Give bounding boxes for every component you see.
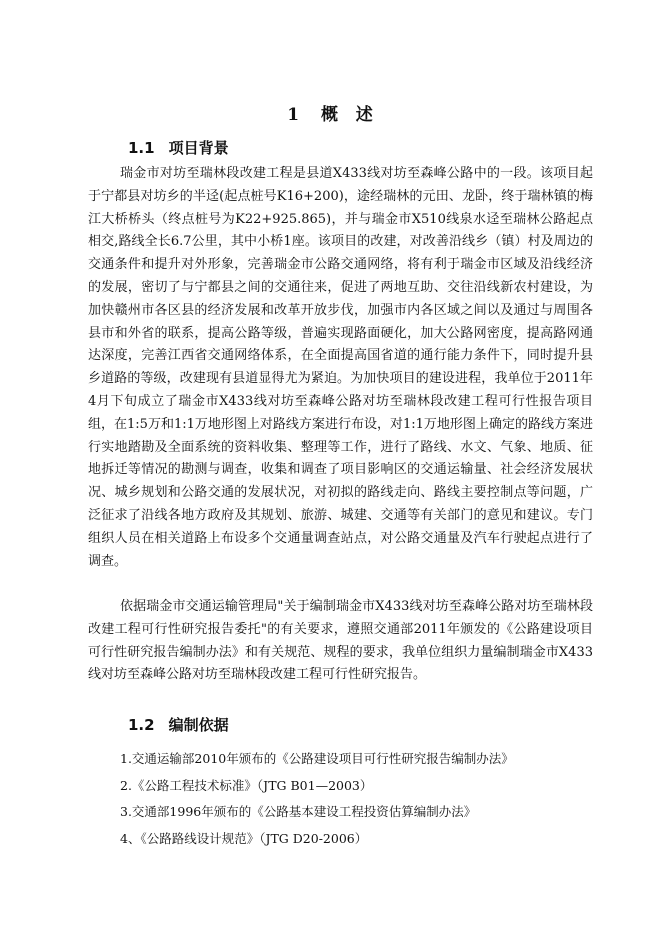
section-title: 项目背景 [168, 139, 229, 157]
basis-item: 4、《公路路线设计规范》（JTG D20-2006） [120, 830, 368, 846]
section-heading-background [128, 137, 229, 158]
paragraph-commission: 依据瑞金市交通运输管理局"关于编制瑞金市X433线对坊至森峰公路对坊至瑞林段改建工程可行性研究报告委托"的有关要求，遵照交通部2011年颁发的《公路建设项目可行性研究报告编制办法》和有关规范、规程的要求，我单位组织力量编制瑞金市X433线对坊至森峰公路对坊至瑞林段改建工程可行性研究报告。 [88, 599, 593, 683]
paragraph-background: 瑞金市对坊至瑞林段改建工程是县道X433线对坊至森峰公路中的一段。该项目起于宁都县对坊乡的半迳(起点桩号K16+200)，途经瑞林的元田、龙卧，终于瑞林镇的梅江大桥桥头（终点桩号为K22+925.865)，并与瑞金市X510线泉水迳至瑞林公路起点相交,路线全长6.7公里，其中小桥1座。该项目的改建，对改善沿线乡（镇）村及周边的交通条件和提升对外形象，完善瑞金市公路交通网络，将有利于瑞金市区域及沿线经济的发展，密切了与宁都县之间的交通往来，促进了两地互助、交往沿线新农村建设，为加快赣州市各区县的经济发展和改革开放步伐，加强市内各区域之间以及通过与周围各县市和外省的联系，提高公路等级，普遍实现路面硬化，加大公路网密度，提高路网通达深度，完善江西省交通网络体系，在全面提高国省道的通行能力条件下，同时提升县乡道路的等级，改建现有县道显得尤为紧迫。为加快项目的建设进程，我单位于2011年4月下旬成立了瑞金市X433线对坊至森峰公路对坊至瑞林段改建工程可行性报告项目组，在1:5万和1:1万地形图上对路线方案进行布设，对1:1万地形图上确定的路线方案进行实地踏勘及全面系统的资料收集、整理等工作，进行了路线、水文、气象、地质、征地拆迁等情况的勘测与调查，收集和调查了项目影响区的交通运输量、社会经济发展状况、城乡规划和公路交通的发展状况，对初拟的路线走向、路线主要控制点等问题，广泛征求了沿线各地方政府及其规划、旅游、城建、交通等有关部门的意见和建议。专门组织人员在相关道路上布设多个交通量调查站点，对公路交通量及汽车行驶起点进行了调查。 [88, 166, 593, 569]
chapter-title [0, 100, 662, 125]
basis-item: 1.交通运输部2010年颁布的《公路建设项目可行性研究报告编制办法》 [120, 751, 514, 766]
basis-item: 3.交通部1996年颁布的《公路基本建设工程投资估算编制办法》 [120, 804, 477, 819]
section-number: 1.1 [128, 139, 155, 157]
section-heading-basis [128, 714, 229, 735]
chapter-number: 1 [287, 105, 302, 125]
chapter-name: 概 述 [320, 105, 375, 125]
basis-item: 2.《公路工程技术标准》（JTG B01—2003） [120, 777, 373, 793]
section-title: 编制依据 [168, 716, 229, 734]
section-number: 1.2 [128, 716, 155, 734]
basis-list [120, 746, 600, 852]
